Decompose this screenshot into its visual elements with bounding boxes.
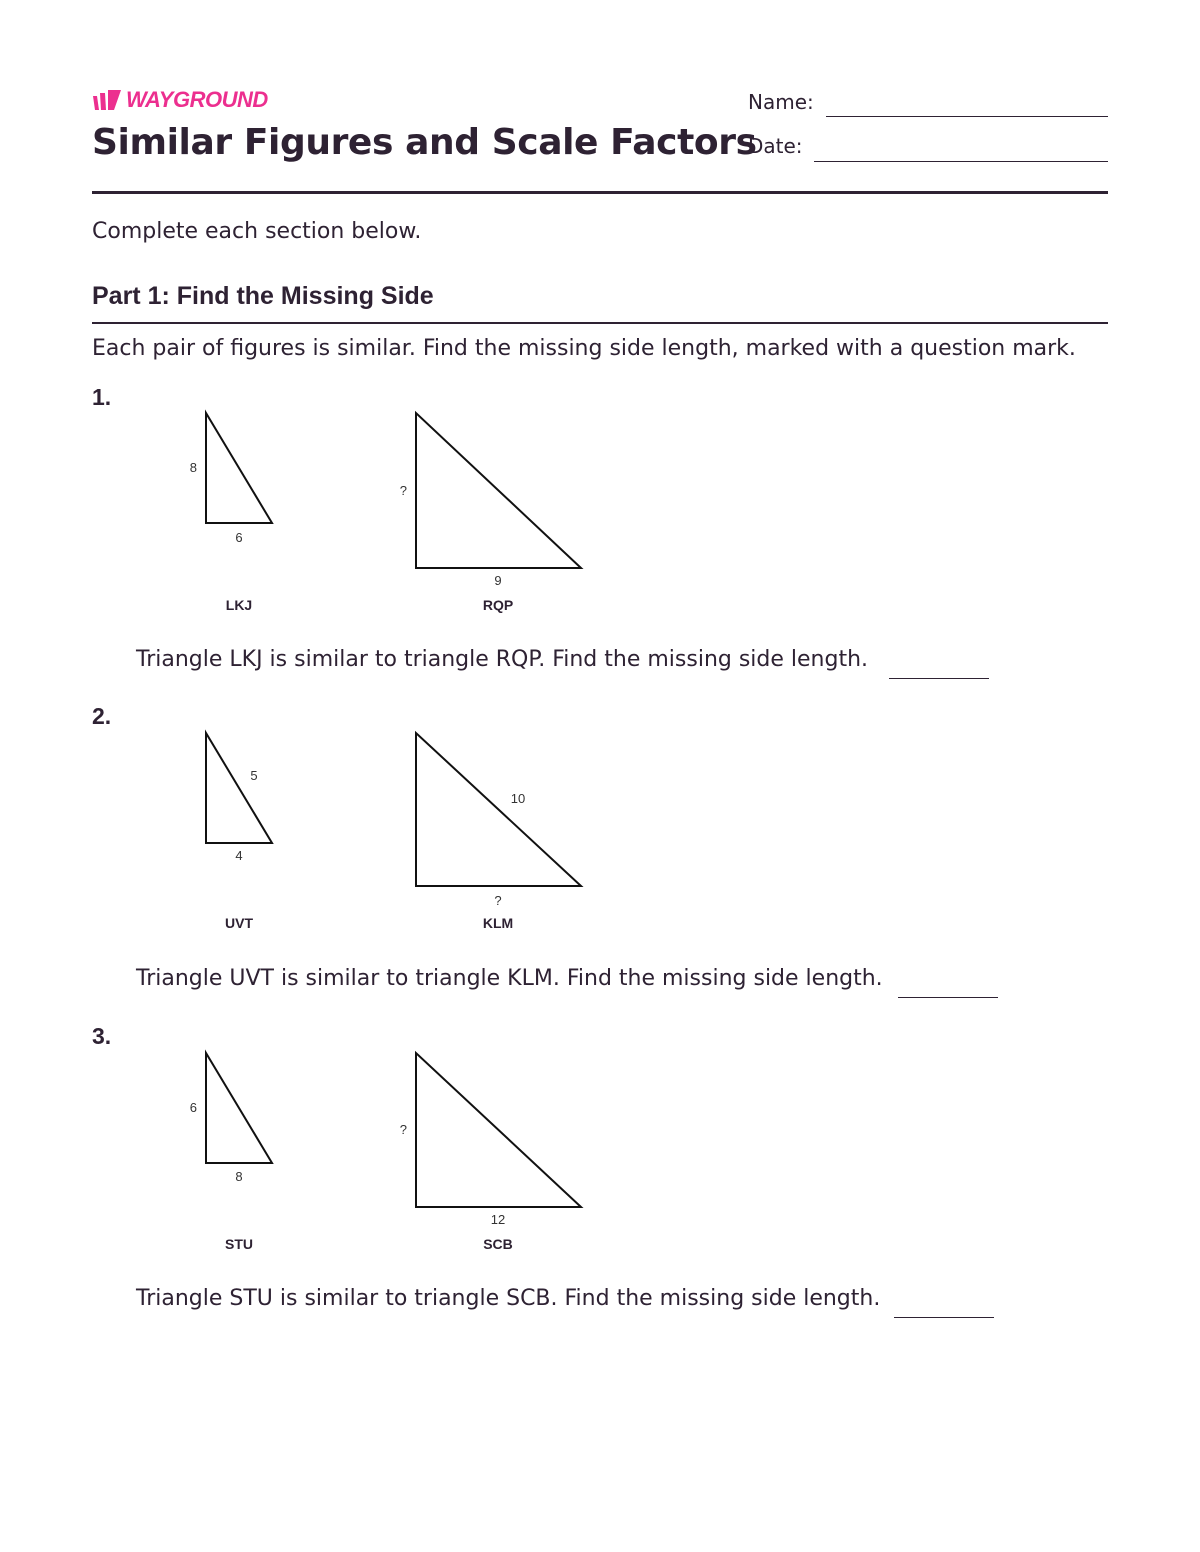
question-prompt: Triangle LKJ is similar to triangle RQP. Find the missing side length.: [136, 647, 869, 672]
triangle-rqp: [416, 413, 581, 568]
side-label: 4: [235, 848, 243, 863]
side-label: 6: [189, 1100, 197, 1115]
triangle-scb: [416, 1053, 581, 1207]
question-number: 2.: [92, 703, 112, 729]
side-label: ?: [399, 1122, 407, 1137]
part1-divider: [92, 322, 1108, 324]
wayground-logo-icon: [92, 88, 122, 112]
wayground-logo: [92, 86, 268, 114]
triangle-name: RQP: [482, 597, 514, 613]
question-number: 1.: [92, 384, 112, 410]
page-title: Similar Figures and Scale Factors: [92, 122, 757, 163]
triangle-name: SCB: [483, 1236, 513, 1252]
answer-blank-2[interactable]: [898, 997, 998, 998]
triangle-name: LKJ: [225, 597, 253, 613]
side-label: ?: [399, 483, 407, 498]
question-3-figures: [0, 1040, 620, 1265]
part1-title: Part 1: Find the Missing Side: [92, 282, 434, 310]
triangle-name: UVT: [225, 915, 253, 931]
part1-description: Each pair of figures is similar. Find the missing side length, marked with a question mark.: [92, 336, 1076, 361]
header-divider: [92, 191, 1108, 194]
side-label: 12: [490, 1212, 506, 1227]
side-label: 5: [250, 768, 258, 783]
triangle-stu: [206, 1053, 272, 1163]
triangle-name: STU: [225, 1236, 253, 1252]
side-label: ?: [494, 893, 502, 908]
side-label: 8: [235, 1169, 243, 1184]
answer-blank-3[interactable]: [894, 1317, 994, 1318]
logo-text: WAYGROUND: [126, 87, 268, 112]
question-2-figures: [0, 720, 620, 945]
question-prompt: Triangle UVT is similar to triangle KLM. Find the missing side length.: [136, 966, 883, 991]
triangle-name: KLM: [482, 915, 514, 931]
triangle-uvt: [206, 733, 272, 843]
side-label: 10: [510, 791, 526, 806]
answer-blank-1[interactable]: [889, 678, 989, 679]
name-label: Name:: [748, 90, 814, 114]
date-label: Date:: [748, 134, 803, 158]
date-field[interactable]: [814, 161, 1108, 162]
name-field[interactable]: [826, 116, 1108, 117]
question-prompt: Triangle STU is similar to triangle SCB. Find the missing side length.: [136, 1286, 881, 1311]
question-1-figures: [0, 400, 620, 625]
side-label: 8: [189, 460, 197, 475]
side-label: 6: [235, 530, 243, 545]
instructions: Complete each section below.: [92, 219, 422, 244]
side-label: 9: [494, 573, 502, 588]
triangle-lkj: [206, 413, 272, 523]
question-number: 3.: [92, 1023, 112, 1049]
triangle-klm: [416, 733, 581, 886]
